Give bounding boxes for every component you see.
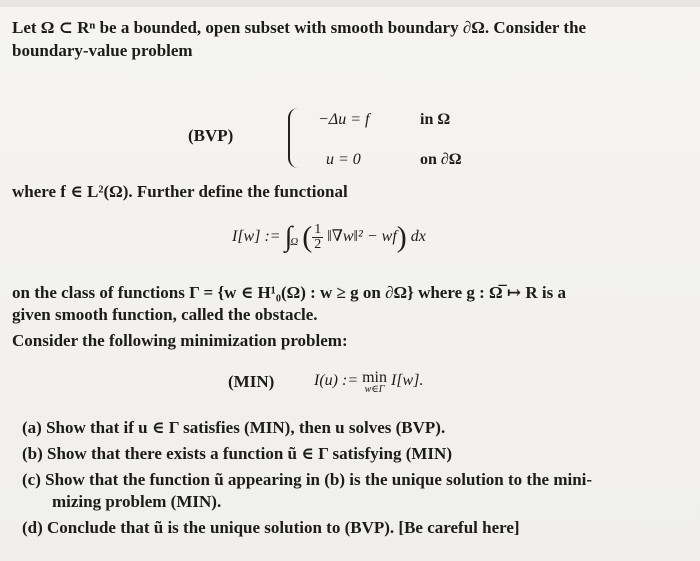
min-rhs: I[w]. [391, 372, 424, 389]
cropped-top-edge [0, 0, 700, 7]
bvp-label: (BVP) [188, 126, 234, 145]
part-b: (b) Show that there exists a function ũ ∈ Γ satisfying (MIN) [22, 444, 452, 463]
bvp-equation-2-domain: on ∂Ω [420, 151, 462, 168]
intro-line-1: Let Ω ⊂ Rⁿ be a bounded, open subset with smooth boundary ∂Ω. Consider the [12, 18, 587, 37]
part-c-continued: mizing problem (MIN). [52, 492, 222, 511]
min-lhs: I(u) := [314, 372, 359, 389]
min-equation [314, 369, 424, 396]
fraction-numerator: 1 [314, 221, 322, 237]
min-label: (MIN) [228, 372, 275, 391]
min-operator [362, 369, 387, 396]
integral-sign: ∫ [284, 221, 293, 253]
bvp-equation-1-domain: in Ω [420, 111, 451, 128]
class-line-2: given smooth function, called the obstacle. [12, 305, 318, 324]
part-d: (d) Conclude that ũ is the unique solution to (BVP). [Be careful here] [22, 518, 520, 537]
integrand: ‖∇w‖² − wf [327, 228, 397, 245]
intro-line-2: boundary-value problem [12, 41, 193, 60]
bvp-equation-2: u = 0 [326, 151, 361, 168]
functional-equation [232, 212, 426, 262]
min-subscript: w∈Γ [364, 384, 385, 395]
class-line-1: on the class of functions Γ = {w ∈ H¹₀(Ω) : w ≥ g on ∂Ω} where g : Ω̅ ↦ R is a [12, 283, 567, 302]
one-half-fraction [312, 223, 323, 252]
min-word: min [362, 369, 387, 386]
fraction-denominator: 2 [314, 236, 322, 252]
right-paren: ) [396, 220, 407, 254]
differential: dx [410, 228, 426, 245]
part-a: (a) Show that if u ∈ Γ satisfies (MIN), then u solves (BVP). [22, 418, 446, 437]
integral-domain: Ω [290, 236, 299, 249]
part-c: (c) Show that the function ũ appearing in (b) is the unique solution to the mini- [22, 470, 593, 489]
left-paren: ( [302, 220, 313, 254]
bvp-brace [288, 108, 304, 168]
functional-lhs: I[w] := [232, 228, 281, 245]
bvp-equation-1: −Δu = f [318, 111, 370, 128]
functional-intro: where f ∈ L²(Ω). Further define the functional [12, 182, 348, 201]
min-intro: Consider the following minimization problem: [12, 331, 348, 350]
